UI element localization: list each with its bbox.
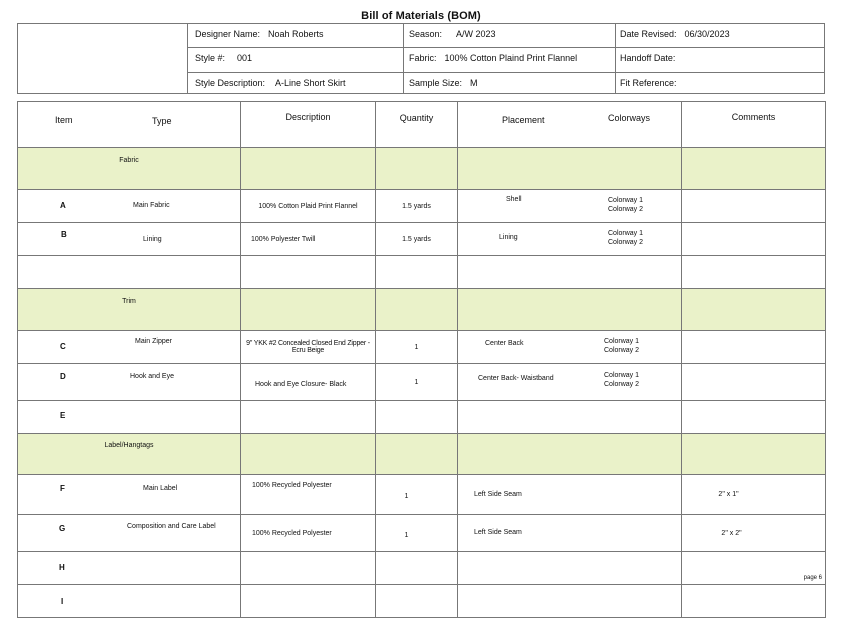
style-number-value: 001 [237,53,253,63]
document-title: Bill of Materials (BOM) [361,10,481,22]
comments-cell [682,190,826,223]
item-id: G [59,524,66,533]
item-id: C [60,342,66,351]
colorways-column-header: Colorways [608,113,651,123]
table-row [18,585,826,618]
season-value: A/W 2023 [456,29,496,39]
fabric-field [409,53,577,63]
colorway-cell [608,229,643,247]
type-column-header: Type [152,116,172,126]
date-revised-field [620,29,730,39]
style-description-label: Style Description: [195,78,266,88]
placement-colorways-header [458,102,682,148]
description-cell: 100% Polyester Twill [241,223,376,256]
comments-cell [682,364,826,401]
quantity-cell: 1 [376,331,458,364]
placement-cell: Lining [499,234,518,241]
description-cell: 100% Recycled Polyester [241,515,376,552]
colorway-cell [604,337,639,355]
handoff-date-field [620,53,683,63]
section-row-trim [18,289,826,331]
table-row [18,552,826,585]
designer-label: Designer Name: [195,29,261,39]
style-description-value: A-Line Short Skirt [275,78,346,88]
designer-field [195,29,324,39]
table-row-empty [18,256,826,289]
comments-column-header: Comments [682,102,826,148]
table-row [18,331,826,364]
table-row [18,364,826,401]
placement-cell: Shell [506,196,522,203]
colorway-1: Colorway 1 [604,338,640,345]
quantity-cell: 1.5 yards [376,190,458,223]
sample-size-value: M [470,78,478,88]
table-row [18,401,826,434]
handoff-date-label: Handoff Date: [620,53,676,63]
colorway-1: Colorway 1 [604,372,640,379]
quantity-cell: 1.5 yards [376,223,458,256]
placement-column-header: Placement [502,115,545,125]
quantity-cell: 1 [376,364,458,401]
style-number-label: Style #: [195,53,226,63]
sample-size-label: Sample Size: [409,78,463,88]
table-row [18,475,826,515]
quantity-cell: 1 [376,475,458,515]
type-cell: Main Fabric [133,202,170,209]
style-description-field [195,78,346,88]
colorway-cell [604,371,639,389]
colorway-2: Colorway 2 [608,206,644,213]
item-id: I [61,597,64,606]
colorway-2: Colorway 2 [604,347,640,354]
item-column-header: Item [55,115,73,125]
comments-cell: 2" x 2" [682,515,826,552]
placement-cell: Center Back [485,340,524,347]
section-label-trim: Trim [18,289,241,331]
description-cell: 100% Cotton Plaid Print Flannel [241,190,376,223]
colorway-1: Colorway 1 [608,197,644,204]
type-cell: Main Label [143,485,178,492]
date-revised-label: Date Revised: [620,29,677,39]
table-header-row [18,102,826,148]
description-column-header: Description [241,102,376,148]
fit-reference-field [620,78,685,88]
item-id: H [59,563,65,572]
quantity-cell: 1 [376,515,458,552]
description-cell: Hook and Eye Closure- Black [241,364,376,401]
type-cell: Main Zipper [135,338,172,345]
bom-table [17,101,826,618]
table-row [18,223,826,256]
placement-cell: Center Back- Waistband [478,375,554,382]
fabric-value: 100% Cotton Plaind Print Flannel [444,53,578,63]
comments-cell [682,223,826,256]
placement-cell: Left Side Seam [474,529,522,536]
colorway-2: Colorway 2 [608,239,644,246]
colorway-cell [608,196,643,214]
section-label-hangtags: Label/Hangtags [18,434,241,475]
section-label-fabric: Fabric [18,148,241,190]
header-block [17,23,825,94]
item-id: F [60,484,65,493]
type-cell: Composition and Care Label [127,523,216,530]
table-row [18,515,826,552]
comments-cell [682,331,826,364]
style-number-field [195,53,252,63]
item-id: B [61,230,67,239]
sample-size-field [409,78,478,88]
quantity-column-header: Quantity [376,102,458,148]
date-revised-value: 06/30/2023 [684,29,730,39]
type-cell: Hook and Eye [130,373,174,380]
type-cell: Lining [143,236,162,243]
season-field [409,29,496,39]
fit-reference-label: Fit Reference: [620,78,677,88]
description-cell: 9" YKK #2 Concealed Closed End Zipper - Ecru Beige [241,331,376,364]
colorway-2: Colorway 2 [604,381,640,388]
fabric-label: Fabric: [409,53,437,63]
colorway-1: Colorway 1 [608,230,644,237]
item-id: A [60,201,66,210]
season-label: Season: [409,29,443,39]
item-type-header [18,102,241,148]
placement-cell: Left Side Seam [474,490,522,498]
item-id: E [60,411,66,420]
designer-value: Noah Roberts [268,29,324,39]
page-number: page 6 [803,575,822,581]
description-cell: 100% Recycled Polyester [241,475,376,515]
table-row [18,190,826,223]
section-row-fabric [18,148,826,190]
section-row-label-hangtags [18,434,826,475]
item-id: D [60,372,66,381]
comments-cell: 2" x 1" [682,475,826,515]
